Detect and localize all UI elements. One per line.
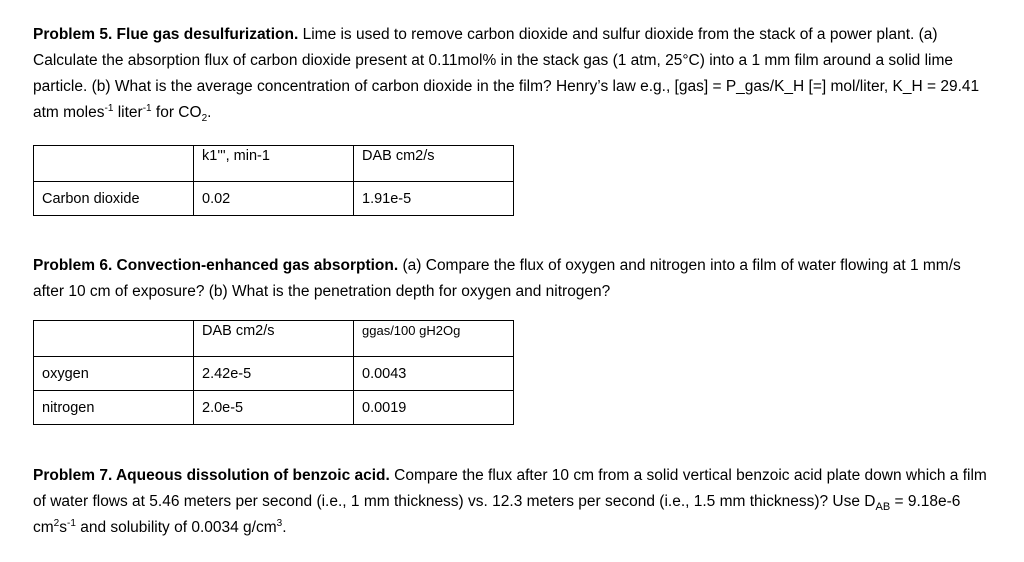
table-cell: 0.0043 bbox=[354, 357, 514, 391]
table-cell: 2.0e-5 bbox=[194, 391, 354, 425]
problem-5-sub: 2 bbox=[201, 113, 208, 125]
problem-6-paragraph bbox=[33, 253, 993, 305]
problem-7-text-3: s bbox=[59, 519, 67, 536]
table-cell: 2.42e-5 bbox=[194, 357, 354, 391]
problem-5-table bbox=[33, 145, 514, 216]
problem-5-text: Lime is used to remove carbon dioxide and sulfur dioxide from the stack of a power plant. (a) Calculate the absorption flux of carbon dioxide present at 0.11mol% in the stack gas (1 atm, 25°C) into a 1 mm film around a solid lime particle. (b) What is the average concentration of carbon dioxide in the film? Henry’s law e.g., [gas] = P_gas/K_H [=] mol/liter, K_H = 29.41 atm moles bbox=[33, 26, 980, 121]
problem-7-text-4: and solubility of 0.0034 g/cm bbox=[75, 519, 277, 536]
table-row bbox=[34, 357, 514, 391]
problem-5-sup-2: -1 bbox=[142, 102, 152, 114]
problem-5-title: Problem 5. Flue gas desulfurization. bbox=[33, 26, 299, 43]
table-cell: nitrogen bbox=[34, 391, 194, 425]
table-header-cell: DAB cm2/s bbox=[354, 146, 514, 182]
table-cell: 1.91e-5 bbox=[354, 182, 514, 216]
problem-7-paragraph bbox=[33, 463, 993, 541]
table-row bbox=[34, 182, 514, 216]
problem-7-text: Compare the flux after 10 cm from a solid vertical benzoic acid plate down which a film of water flows at 5.46 meters per second (i.e., 1 mm thickness) vs. 12.3 meters per second (i.e., 1.5 mm thickness)? Use D bbox=[33, 467, 987, 510]
problem-7-sub: AB bbox=[875, 501, 891, 514]
table-cell: Carbon dioxide bbox=[34, 182, 194, 216]
problem-5-text-4: . bbox=[207, 104, 212, 121]
problem-7-text-2: = 9.18e-6 cm bbox=[33, 493, 961, 536]
table-header-cell bbox=[34, 321, 194, 357]
problem-5-text-3: for CO bbox=[151, 104, 202, 121]
problem-6-text: (a) Compare the flux of oxygen and nitrogen into a film of water flowing at 1 mm/s after 10 cm of exposure? (b) What is the penetration depth for oxygen and nitrogen? bbox=[33, 257, 961, 300]
table-header-cell: DAB cm2/s bbox=[194, 321, 354, 357]
table-header-row bbox=[34, 321, 514, 357]
problem-6-table bbox=[33, 320, 514, 425]
problem-5-paragraph bbox=[33, 22, 993, 126]
table-cell: 0.02 bbox=[194, 182, 354, 216]
table-header-row bbox=[34, 146, 514, 182]
problem-7-sup-3: -1 bbox=[66, 517, 76, 529]
problem-5-sup: -1 bbox=[104, 102, 114, 114]
problem-7-sup-2: 2 bbox=[53, 517, 60, 529]
table-header-cell: k1''', min-1 bbox=[194, 146, 354, 182]
problem-6-title: Problem 6. Convection-enhanced gas absorption. bbox=[33, 257, 399, 274]
table-row bbox=[34, 391, 514, 425]
problem-7-text-5: . bbox=[282, 519, 287, 536]
problem-5-text-2: liter bbox=[113, 104, 143, 121]
table-cell: oxygen bbox=[34, 357, 194, 391]
problem-7-title: Problem 7. Aqueous dissolution of benzoic acid. bbox=[33, 467, 390, 484]
problem-7-sup-4: 3 bbox=[276, 517, 283, 529]
table-header-cell: ggas/100 gH2Og bbox=[354, 321, 514, 357]
table-header-cell bbox=[34, 146, 194, 182]
table-cell: 0.0019 bbox=[354, 391, 514, 425]
